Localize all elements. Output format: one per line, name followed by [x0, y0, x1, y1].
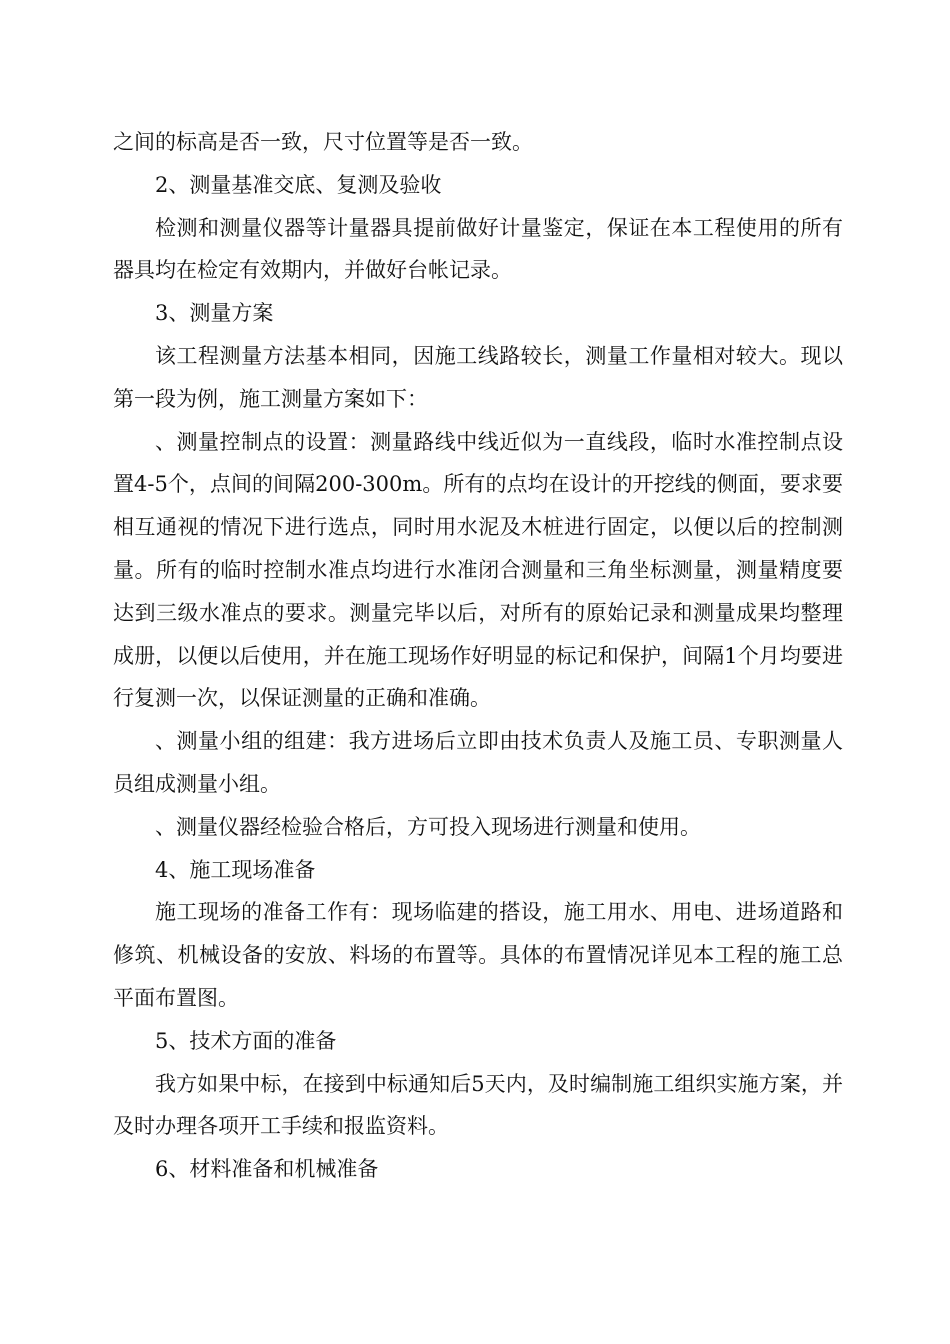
- paragraph-survey-plan-intro: 该工程测量方法基本相同，因施工线路较长，测量工作量相对较大。现以第一段为例，施工测量方案如下：: [113, 343, 843, 411]
- section-heading-6: 6、材料准备和机械准备: [155, 1157, 379, 1182]
- paragraph-technical-preparation: 我方如果中标，在接到中标通知后5天内，及时编制施工组织实施方案，并及时办理各项开工手续和报监资料。: [113, 1071, 843, 1139]
- paragraph-control-points: 、测量控制点的设置：测量路线中线近似为一直线段，临时水准控制点设置4-5个，点间的间隔200-300m。所有的点均在设计的开挖线的侧面，要求要相互通视的情况下进行选点，同时用水泥及木桩进行固定，以便以后的控制测量。所有的临时控制水准点均进行水准闭合测量和三角坐标测量，测量精度要达到三级水准点的要求。测量完毕以后，对所有的原始记录和测量成果均整理成册，以便以后使用，并在施工现场作好明显的标记和保护，间隔1个月均要进行复测一次，以保证测量的正确和准确。: [113, 429, 843, 711]
- paragraph-site-preparation: 施工现场的准备工作有：现场临建的搭设，施工用水、用电、进场道路和修筑、机械设备的安放、料场的布置等。具体的布置情况详见本工程的施工总平面布置图。: [113, 900, 843, 1010]
- section-heading-2: 2、测量基准交底、复测及验收: [155, 172, 442, 197]
- section-heading-5: 5、技术方面的准备: [155, 1028, 337, 1053]
- paragraph-survey-team: 、测量小组的组建：我方进场后立即由技术负责人及施工员、专职测量人员组成测量小组。: [113, 729, 843, 796]
- document-body: [113, 121, 843, 1191]
- section-heading-3: 3、测量方案: [155, 301, 274, 326]
- paragraph-instrument-calibration: 检测和测量仪器等计量器具提前做好计量鉴定，保证在本工程使用的所有器具均在检定有效期内，并做好台帐记录。: [113, 215, 843, 283]
- paragraph-instrument-inspection: 、测量仪器经检验合格后，方可投入现场进行测量和使用。: [155, 814, 701, 839]
- section-heading-4: 4、施工现场准备: [155, 857, 316, 882]
- paragraph-continuation: 之间的标高是否一致，尺寸位置等是否一致。: [113, 130, 533, 154]
